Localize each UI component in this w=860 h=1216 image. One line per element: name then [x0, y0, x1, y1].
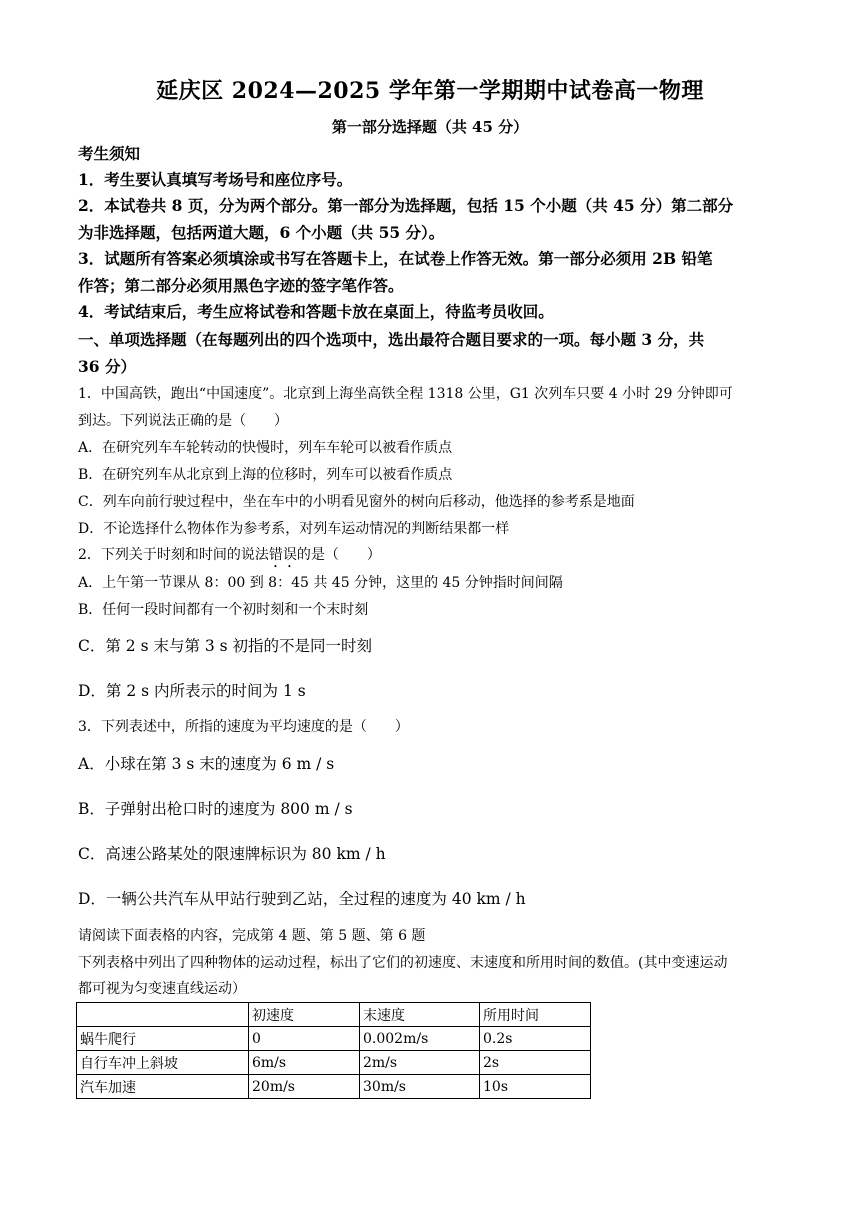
q2-option-b: B．任何一段时间都有一个初时刻和一个末时刻	[78, 602, 369, 618]
q2-stem-emphasis: 错误	[268, 547, 297, 563]
table-cell: 2m/s	[360, 1051, 480, 1075]
reading-desc-line-2: 都可视为匀变速直线运动）	[78, 981, 246, 997]
table-cell: 20m/s	[249, 1075, 360, 1099]
notice-item-3-line-1: 3．试题所有答案必须填涂或书写在答题卡上，在试卷上作答无效。第一部分必须用 2B 铅笔	[78, 249, 713, 268]
table-cell: 蜗牛爬行	[77, 1027, 249, 1051]
q3-stem: 3．下列表述中，所指的速度为平均速度的是（ ）	[78, 719, 409, 735]
motion-data-table	[76, 1002, 591, 1099]
table-cell: 2s	[480, 1051, 591, 1075]
notice-item-2-line-2: 为非选择题，包括两道大题，6 个小题（共 55 分）。	[78, 223, 445, 242]
table-cell: 30m/s	[360, 1075, 480, 1099]
q1-option-d: D．不论选择什么物体作为参考系，对列车运动情况的判断结果都一样	[78, 521, 510, 537]
table-cell: 自行车冲上斜坡	[77, 1051, 249, 1075]
reading-intro: 请阅读下面表格的内容，完成第 4 题、第 5 题、第 6 题	[78, 928, 426, 944]
notice-heading: 考生须知	[78, 144, 141, 163]
table-cell: 0	[249, 1027, 360, 1051]
table-header-cell: 末速度	[360, 1003, 480, 1027]
section-1-heading-line-1: 一、单项选择题（在每题列出的四个选项中，选出最符合题目要求的一项。每小题 3 分，共	[78, 330, 705, 349]
table-row	[77, 1027, 591, 1051]
q2-option-c: C．第 2 s 末与第 3 s 初指的不是同一时刻	[78, 637, 373, 655]
table-cell: 汽车加速	[77, 1075, 249, 1099]
table-row	[77, 1075, 591, 1099]
q2-option-a: A．上午第一节课从 8：00 到 8：45 共 45 分钟，这里的 45 分钟指时间间隔	[78, 575, 563, 591]
notice-item-3-line-2: 作答；第二部分必须用黑色字迹的签字笔作答。	[78, 276, 404, 295]
q1-option-c: C．列车向前行驶过程中，坐在车中的小明看见窗外的树向后移动，他选择的参考系是地面	[78, 494, 635, 510]
table-cell: 0.002m/s	[360, 1027, 480, 1051]
q3-option-b: B．子弹射出枪口时的速度为 800 m / s	[78, 800, 353, 818]
q1-stem-line-1: 1．中国高铁，跑出“中国速度”。北京到上海坐高铁全程 1318 公里，G1 次列车只要 4 小时 29 分钟即可	[78, 386, 733, 402]
table-header-cell: 所用时间	[480, 1003, 591, 1027]
q3-option-a: A．小球在第 3 s 末的速度为 6 m / s	[78, 755, 335, 773]
notice-item-2-line-1: 2．本试卷共 8 页，分为两个部分。第一部分为选择题，包括 15 个小题（共 45 分）第二部分	[78, 196, 734, 215]
table-cell: 10s	[480, 1075, 591, 1099]
table-header-cell	[77, 1003, 249, 1027]
table-row	[77, 1051, 591, 1075]
section-1-heading-line-2: 36 分）	[78, 357, 136, 376]
notice-item-4: 4．考试结束后，考生应将试卷和答题卡放在桌面上，待监考员收回。	[78, 302, 554, 321]
q1-option-b: B．在研究列车从北京到上海的位移时，列车可以被看作质点	[78, 467, 453, 483]
q2-stem-pre: 2．下列关于时刻和时间的说法	[78, 547, 269, 563]
q2-stem	[78, 544, 790, 571]
q1-option-a: A．在研究列车车轮转动的快慢时，列车车轮可以被看作质点	[78, 440, 453, 456]
part-one-subtitle: 第一部分选择题（共 45 分）	[331, 118, 529, 136]
q2-option-d: D．第 2 s 内所表示的时间为 1 s	[78, 682, 306, 700]
table-cell: 6m/s	[249, 1051, 360, 1075]
q3-option-d: D．一辆公共汽车从甲站行驶到乙站，全过程的速度为 40 km / h	[78, 890, 526, 908]
notice-item-1: 1．考生要认真填写考场号和座位序号。	[78, 170, 353, 189]
q3-option-c: C．高速公路某处的限速牌标识为 80 km / h	[78, 845, 386, 863]
table-cell: 0.2s	[480, 1027, 591, 1051]
table-header-cell: 初速度	[249, 1003, 360, 1027]
q1-stem-line-2: 到达。下列说法正确的是（ ）	[78, 413, 288, 429]
q2-stem-post: 的是（ ）	[296, 547, 381, 563]
table-header-row	[77, 1003, 591, 1027]
reading-desc-line-1: 下列表格中列出了四种物体的运动过程，标出了它们的初速度、末速度和所用时间的数值。(其中变速运动	[78, 955, 728, 971]
exam-title: 延庆区 2024—2025 学年第一学期期中试卷高一物理	[156, 78, 704, 104]
